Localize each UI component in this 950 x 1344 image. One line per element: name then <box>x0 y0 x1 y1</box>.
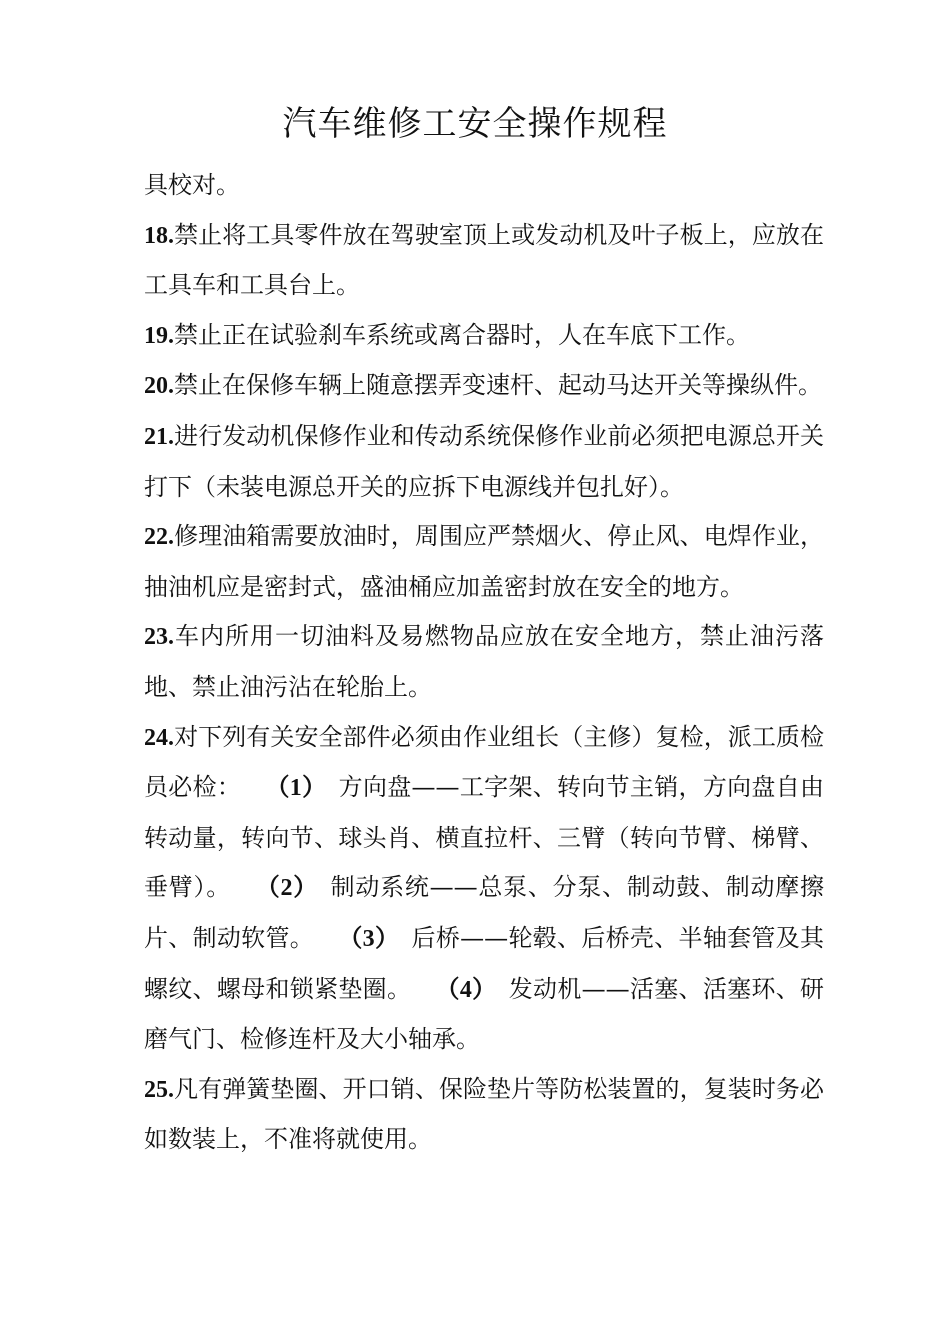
rule-item-23 <box>144 612 824 712</box>
rule-number: 25. <box>144 1076 174 1103</box>
sub-item-text: 制动系统——总泵、分泵、制动鼓、制动摩擦片、制动软管。 <box>144 873 825 952</box>
sub-item-label: （4） <box>435 976 497 1003</box>
rule-text: 禁止在保修车辆上随意摆弄变速杆、起动马达开关等操纵件。 <box>174 371 822 400</box>
rule-number: 18. <box>144 222 174 249</box>
rule-number: 24. <box>144 724 174 751</box>
rule-text: 车内所用一切油料及易燃物品应放在安全地方，禁止油污落地、禁止油污沾在轮胎上。 <box>144 622 824 701</box>
rule-number: 22. <box>144 524 174 551</box>
rule-item-21 <box>144 412 824 512</box>
rule-item-19 <box>144 311 824 362</box>
rule-item-20 <box>144 361 824 412</box>
rule-number: 20. <box>144 373 174 400</box>
sub-item-text: 发动机——活塞、活塞环、研磨气门、检修连杆及大小轴承。 <box>144 974 825 1054</box>
rule-number: 19. <box>144 322 174 349</box>
rule-number: 23. <box>144 624 174 651</box>
rule-item-18 <box>144 211 824 311</box>
sub-item-text: 后桥——轮毂、后桥壳、半轴套管及其螺纹、螺母和锁紧垫圈。 <box>144 923 825 1003</box>
sub-item-label: （2） <box>254 875 318 902</box>
rule-item-22 <box>144 512 824 612</box>
rule-text: 凡有弹簧垫圈、开口销、保险垫片等防松装置的，复装时务必如数装上，不准将就使用。 <box>144 1074 824 1154</box>
sub-item-label: （3） <box>338 925 400 952</box>
rule-text: 禁止将工具零件放在驾驶室顶上或发动机及叶子板上，应放在工具车和工具台上。 <box>144 220 824 300</box>
rule-text: 修理油箱需要放油时，周围应严禁烟火、停止风、电焊作业，抽油机应是密封式，盛油桶应加盖密封放在安全的地方。 <box>144 522 824 601</box>
rule-text: 对下列有关安全部件必须由作业组长（主修）复检，派工质检员必检： <box>144 722 824 802</box>
sub-item-text: 方向盘——工字架、转向节主销，方向盘自由转动量，转向节、球头肖、横直拉杆、三臂（转向节臂、梯臂、垂臂）。 <box>144 773 825 902</box>
page-title: 汽车维修工安全操作规程 <box>282 104 668 144</box>
sub-item-label: （1） <box>265 775 327 802</box>
rule-item-24 <box>144 713 824 1065</box>
document-body <box>144 161 824 1165</box>
paragraph-text: 具校对。 <box>144 171 240 199</box>
rule-text: 进行发动机保修作业和传动系统保修作业前必须把电源总开关打下（未装电源总开关的应拆下电源线并包扎好）。 <box>144 421 824 501</box>
rule-text: 禁止正在试验刹车系统或离合器时，人在车底下工作。 <box>174 320 750 349</box>
rule-number: 21. <box>144 423 174 450</box>
paragraph-continuation <box>144 161 824 211</box>
rule-item-25 <box>144 1065 824 1165</box>
